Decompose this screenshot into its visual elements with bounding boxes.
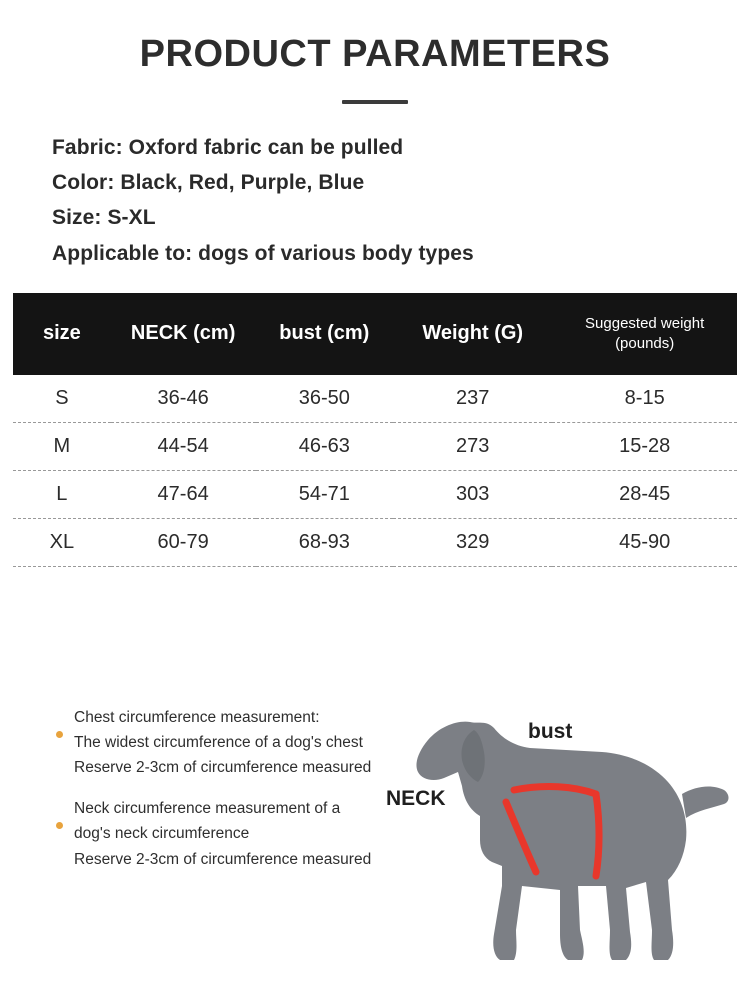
size-chart-header (13, 293, 737, 375)
dog-illustration-icon (410, 690, 740, 970)
cell-size: S (13, 375, 111, 423)
cell-bust: 46-63 (256, 422, 394, 470)
neck-measurement-group (56, 796, 416, 871)
bullet-icon (56, 822, 63, 829)
cell-size: XL (13, 518, 111, 566)
spec-item-fabric: Fabric: Oxford fabric can be pulled (52, 135, 404, 159)
col-header-bust: bust (cm) (256, 293, 394, 375)
table-row (13, 375, 737, 423)
cell-neck: 60-79 (111, 518, 256, 566)
chest-measurement-line-1: The widest circumference of a dog's chest (74, 734, 363, 752)
cell-suggested-weight: 45-90 (552, 518, 737, 566)
table-row (13, 422, 737, 470)
spec-item-size: Size: S-XL (52, 206, 156, 230)
cell-suggested-weight: 15-28 (552, 422, 737, 470)
cell-neck: 47-64 (111, 470, 256, 518)
spec-list (0, 130, 750, 271)
title-divider (342, 100, 408, 104)
col-header-weight: Weight (G) (393, 293, 552, 375)
neck-measurement-line-1: Neck circumference measurement of a (74, 800, 341, 818)
neck-measurement-line-2: dog's neck circumference (74, 825, 250, 843)
spec-item-color: Color: Black, Red, Purple, Blue (52, 171, 365, 195)
measurement-instructions (56, 705, 416, 888)
bullet-icon (56, 731, 63, 738)
cell-weight: 329 (393, 518, 552, 566)
table-row (13, 518, 737, 566)
col-header-suggested-weight: Suggested weight (pounds) (552, 293, 737, 375)
cell-neck: 44-54 (111, 422, 256, 470)
chest-measurement-line-2: Reserve 2-3cm of circumference measured (74, 759, 372, 777)
cell-weight: 303 (393, 470, 552, 518)
col-header-size: size (13, 293, 111, 375)
cell-neck: 36-46 (111, 375, 256, 423)
neck-measurement-line-3: Reserve 2-3cm of circumference measured (74, 850, 372, 868)
cell-weight: 273 (393, 422, 552, 470)
table-header-row (13, 293, 737, 375)
dog-diagram (410, 690, 740, 970)
chest-measurement-group (56, 705, 416, 780)
cell-suggested-weight: 28-45 (552, 470, 737, 518)
cell-suggested-weight: 8-15 (552, 375, 737, 423)
cell-bust: 68-93 (256, 518, 394, 566)
size-chart-table (13, 293, 737, 567)
chest-measurement-heading: Chest circumference measurement: (74, 709, 320, 726)
bust-label: bust (528, 720, 573, 743)
col-header-neck: NECK (cm) (111, 293, 256, 375)
table-row (13, 470, 737, 518)
page-title: PRODUCT PARAMETERS (139, 33, 611, 75)
spec-item-applicable: Applicable to: dogs of various body types (52, 241, 474, 265)
cell-size: L (13, 470, 111, 518)
cell-weight: 237 (393, 375, 552, 423)
cell-bust: 54-71 (256, 470, 394, 518)
size-chart-body (13, 375, 737, 567)
neck-label: NECK (386, 787, 446, 810)
cell-size: M (13, 422, 111, 470)
cell-bust: 36-50 (256, 375, 394, 423)
